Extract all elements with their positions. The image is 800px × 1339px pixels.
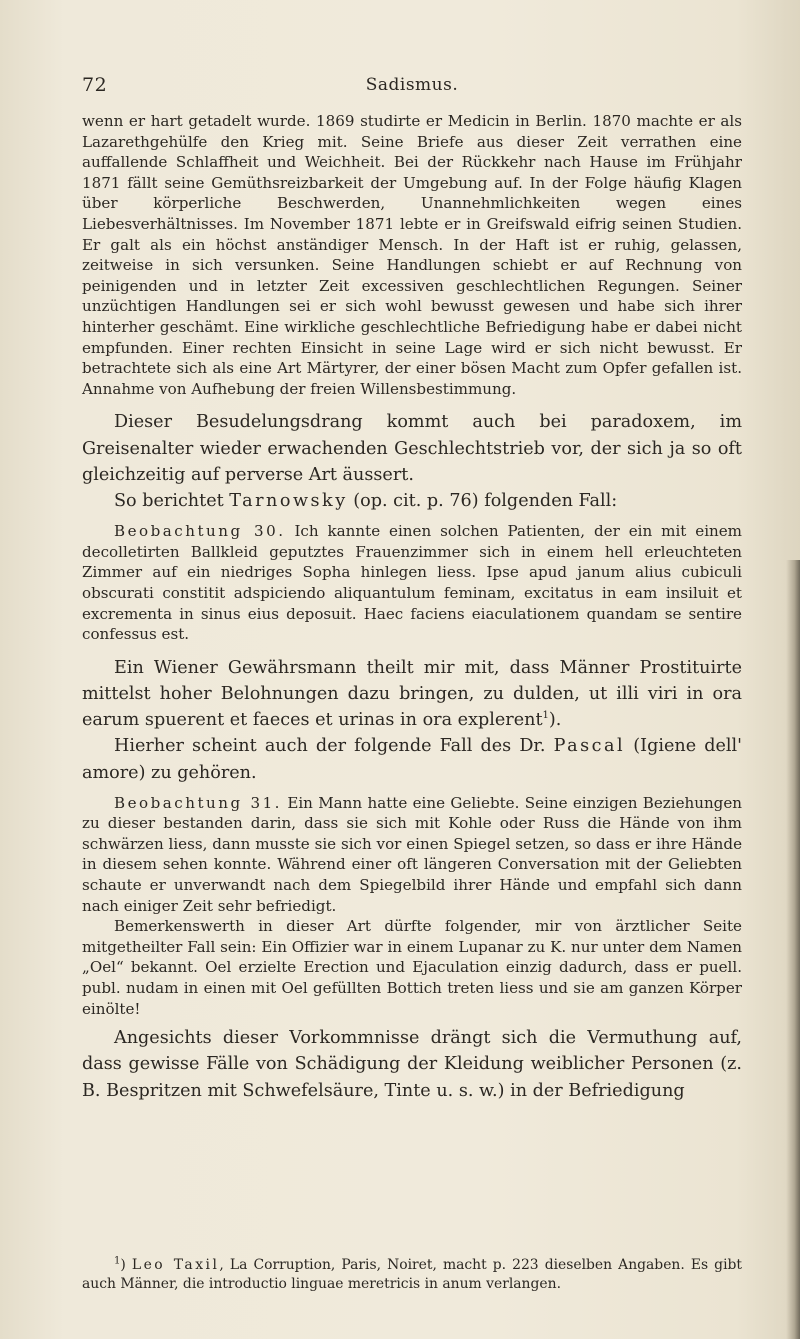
footnote-1-author: Leo Taxil (131, 1257, 220, 1273)
observation-31-text: Ein Mann hatte eine Geliebte. Seine einzigen Beziehungen zu dieser bestanden darin, dass sie sich mit Kohle oder Russ die Hände von ihm schwärzen liess, dann musste sie sich vor einen Spiegel setzen, so dass er ihre Hände in diesem sehen konnte. Während einer oft längeren Conversation mit der Geliebten schaute er unverwandt nach dem Spiegelbild ihrer Hände und empfahl sich dann nach einiger Zeit sehr befriedigt. (82, 793, 742, 915)
footnote-1-marker: 1 (114, 1255, 121, 1267)
page-edge-shadow (786, 560, 800, 1339)
pascal-prefix: Hierher scheint auch der folgende Fall des Dr. (114, 736, 554, 757)
footnote-1 (82, 1256, 742, 1294)
observation-30 (82, 521, 742, 645)
observation-30-label: Beobachtung 30. (114, 522, 286, 541)
observation-31-label: Beobachtung 31. (114, 793, 282, 812)
pascal-suffix: (Igiene dell' amore) zu gehören. (82, 736, 742, 783)
author-pascal: Pascal (553, 736, 626, 757)
footnotes (82, 1256, 742, 1294)
wiener-paragraph (82, 655, 742, 734)
page-number: 72 (82, 74, 108, 96)
footnote-1-text: , La Corruption, Paris, Noiret, macht p. 223 dieselben Angaben. Es gibt auch Männer, die introductio linguae meretricis in anum verlangen. (82, 1257, 742, 1292)
pascal-paragraph (82, 733, 742, 785)
tarnowsky-paragraph (82, 488, 742, 514)
author-tarnowsky: Tarnowsky (229, 490, 348, 511)
running-head: Sadismus. (365, 75, 459, 95)
tarnowsky-suffix: (op. cit. p. 76) folgenden Fall: (347, 490, 618, 511)
vermuthung-paragraph: Angesichts dieser Vorkommnisse drängt sich die Vermuthung auf, dass gewisse Fälle von Schädigung der Kleidung weiblicher Personen (z. B. Bespritzen mit Schwefelsäure, Tinte u. s. w.) in der Befriedigung (82, 1028, 742, 1101)
footnote-ref-1: 1 (542, 710, 549, 722)
page-header (82, 74, 742, 98)
observation-30-text: Ich kannte einen solchen Patienten, der ein mit einem decolletirten Ballkleid geputztes Frauenzimmer sich in einem hell erleuchteten Zimmer auf ein niedriges Sopha hinlegen liess. Ipse apud janum alius cubiculi obscurati constitit adspiciendo aliquantulum feminam, excitatus in eam insiluit et excrementa in sinus eius deposuit. Haec faciens eiaculationem quandam se sentire confessus est. (82, 522, 742, 644)
oel-case-paragraph: Bemerkenswerth in dieser Art dürfte folgender, mir von ärztlicher Seite mitgetheilter Fall sein: Ein Offizier war in einem Lupanar zu K. nur unter dem Namen „Oel“ bekannt. Oel erzielte Erection und Ejaculation einzig dadurch, dass er puell. publ. nudam in einen mit Oel gefüllten Bottich treten liess und sie am ganzen Körper einölte! (82, 917, 742, 1018)
tarnowsky-prefix: So berichtet (114, 490, 230, 511)
wiener-text: Ein Wiener Gewährsmann theilt mir mit, dass Männer Prostituirte mittelst hoher Belohnungen dazu bringen, zu dulden, ut illi viri in ora earum spuerent et faeces et urinas in ora explerent (82, 657, 742, 731)
observation-31 (82, 793, 742, 917)
case-continuation-paragraph: wenn er hart getadelt wurde. 1869 studirte er Medicin in Berlin. 1870 machte er als Lazarethgehülfe den Krieg mit. Seine Briefe aus dieser Zeit verrathen eine auffallende Schlaffheit und Weichheit. Bei der Rückkehr nach Hause im Frühjahr 1871 fällt seine Gemüthsreizbarkeit der Umgebung auf. In der Folge häufig Klagen über körperliche Beschwerden, Unannehmlichkeiten wegen eines Liebesverhältnisses. Im November 1871 lebte er in Greifswald eifrig seinen Studien. Er galt als ein höchst anständiger Mensch. In der Haft ist er ruhig, gelassen, zeitweise in sich versunken. Seine Handlungen schiebt er auf Rechnung von peinigenden und in letzter Zeit excessiven geschlechtlichen Regungen. Seiner unzüchtigen Handlungen sei er sich wohl bewusst gewesen und habe sich ihrer hinterher geschämt. Eine wirkliche geschlechtliche Befriedigung habe er dabei nicht empfunden. Einer rechten Einsicht in seine Lage wird er sich nicht bewusst. Er betrachtete sich als eine Art Märtyrer, der einer bösen Macht zum Opfer gefallen ist. Annahme von Aufhebung der freien Willensbestimmung. (82, 112, 742, 398)
page-body (82, 111, 742, 1104)
footnote-1-close: ) (120, 1257, 126, 1273)
wiener-end: ). (548, 710, 562, 731)
besudelungsdrang-paragraph: Dieser Besudelungsdrang kommt auch bei paradoxem, im Greisenalter wieder erwachenden Geschlechtstrieb vor, der sich ja so oft gleichzeitig auf perverse Art äussert. (82, 412, 742, 485)
